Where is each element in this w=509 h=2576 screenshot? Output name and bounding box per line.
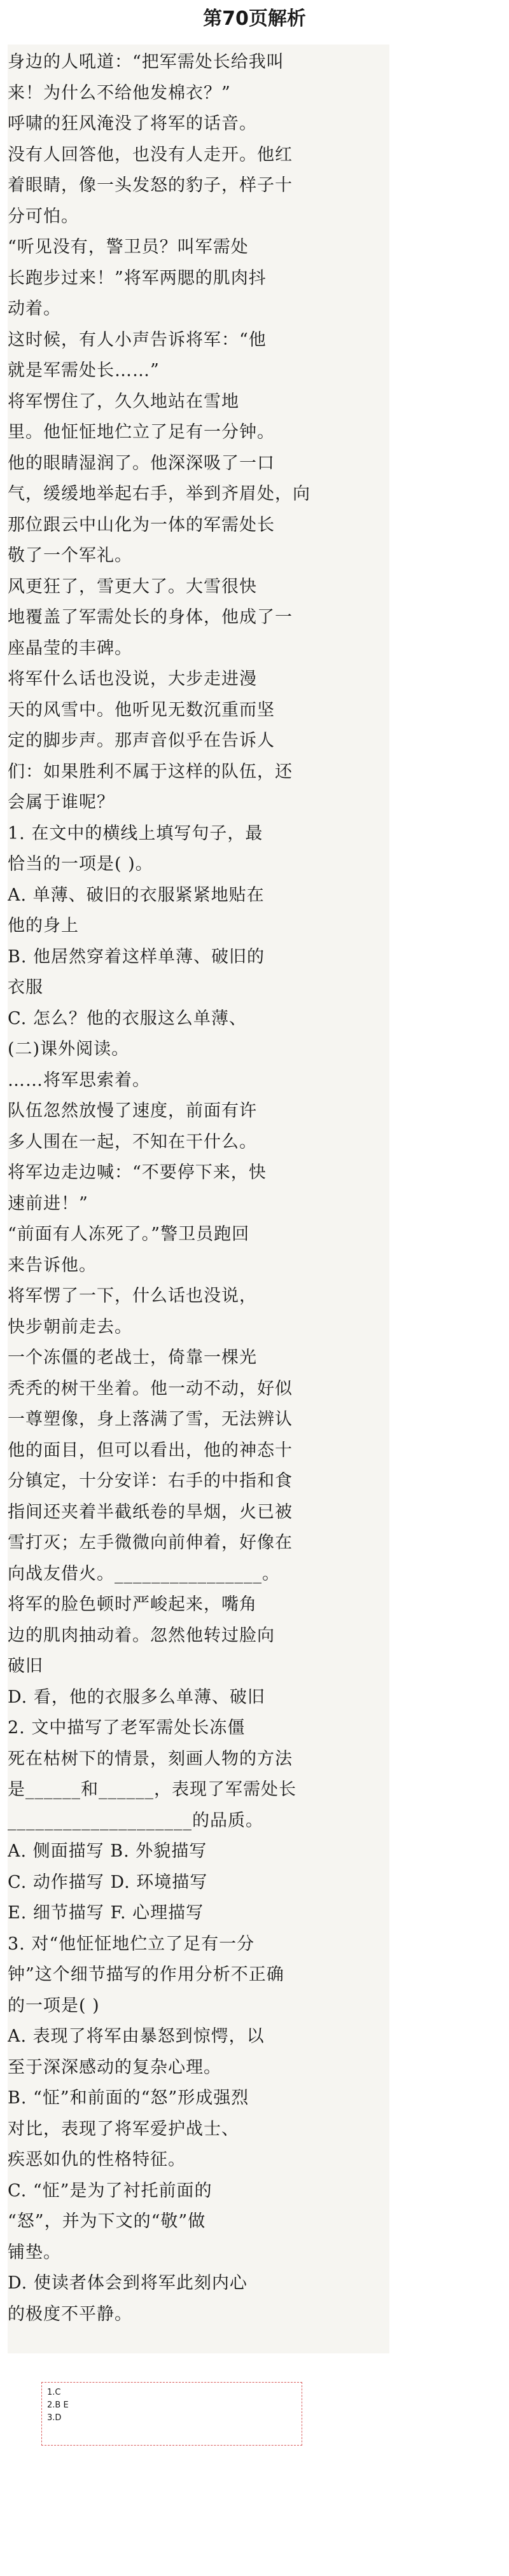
answer-2: 2.B E	[47, 2400, 69, 2410]
text-line: 一尊塑像，身上落满了雪，无法辨认	[8, 1409, 293, 1429]
text-line: C. 动作描写 D. 环境描写	[8, 1872, 208, 1892]
text-line: 就是军需处长……”	[8, 361, 160, 380]
text-line: 敬了一个军礼。	[8, 546, 132, 565]
text-line: 指间还夹着半截纸卷的旱烟，火已被	[8, 1502, 293, 1522]
text-line: 里。他怔怔地伫立了足有一分钟。	[8, 422, 275, 442]
text-line: 将军愣住了，久久地站在雪地	[8, 391, 239, 412]
text-line: 呼啸的狂风淹没了将军的话音。	[8, 114, 257, 134]
text-line: ……将军思索着。	[8, 1070, 150, 1090]
text-line: 那位跟云中山化为一体的军需处长	[8, 515, 275, 535]
answer-1: 1.C	[47, 2388, 61, 2397]
text-line: 他的面目，但可以看出，他的神态十	[8, 1440, 293, 1460]
text-line: 铺垫。	[8, 2242, 61, 2262]
text-line: 会属于谁呢？	[8, 793, 115, 812]
text-line: A. 侧面描写 B. 外貌描写	[8, 1841, 207, 1861]
text-line: B. 他居然穿着这样单薄、破旧的	[8, 946, 265, 967]
text-line: E. 细节描写 F. 心理描写	[8, 1903, 204, 1923]
text-line: 座晶莹的丰碑。	[8, 638, 132, 658]
text-line: 将军愣了一下，什么话也没说，	[8, 1286, 257, 1306]
text-line: 天的风雪中。他听见无数沉重而坚	[8, 700, 275, 720]
text-line: 的一项是( )	[8, 1995, 100, 2016]
scanned-textbook-page	[8, 45, 389, 2353]
text-line: 长跑步过来！”将军两腮的肌肉抖	[8, 268, 267, 288]
answer-box	[41, 2382, 302, 2446]
text-line: 动着。	[8, 299, 61, 319]
text-line: C. “怔”是为了衬托前面的	[8, 2180, 213, 2201]
text-line: 他的身上	[8, 916, 79, 936]
text-line: 地覆盖了军需处长的身体，他成了一	[8, 607, 293, 627]
text-line: 将军边走边喊：“不要停下来，快	[8, 1163, 267, 1182]
text-line: 恰当的一项是( )。	[8, 854, 153, 874]
text-line: D. 使读者体会到将军此刻内心	[8, 2273, 248, 2293]
text-line: 是______和______，表现了军需处长	[8, 1780, 296, 1799]
text-line: C. 怎么？他的衣服这么单薄、	[8, 1008, 247, 1028]
answer-3: 3.D	[47, 2413, 62, 2423]
text-line: 1. 在文中的横线上填写句子，最	[8, 823, 263, 843]
text-line: 这时候，有人小声告诉将军：“他	[8, 329, 267, 350]
text-line: ____________________的品质。	[8, 1810, 263, 1831]
text-line: 风更狂了，雪更大了。大雪很快	[8, 576, 257, 597]
text-line: 钟”这个细节描写的作用分析不正确	[8, 1965, 284, 1984]
text-line: 分镇定，十分安详：右手的中指和食	[8, 1471, 293, 1491]
text-line: 边的肌肉抽动着。忽然他转过脸向	[8, 1625, 275, 1645]
text-line: 将军的脸色顿时严峻起来，嘴角	[8, 1595, 257, 1614]
text-line: 着眼睛，像一头发怒的豹子，样子十	[8, 176, 293, 195]
text-line: 他的眼睛湿润了。他深深吸了一口	[8, 453, 275, 473]
text-line: 死在枯树下的情景，刻画人物的方法	[8, 1748, 293, 1769]
text-line: A. 表现了将军由暴怒到惊愕，以	[8, 2026, 265, 2046]
text-line: 速前进！”	[8, 1193, 88, 1214]
text-line: D. 看，他的衣服多么单薄、破旧	[8, 1687, 265, 1707]
text-line: 衣服	[8, 978, 43, 997]
text-line: 气，缓缓地举起右手，举到齐眉处，向	[8, 484, 310, 504]
text-line: 破旧	[8, 1656, 43, 1676]
text-line: 疾恶如仇的性格特征。	[8, 2150, 186, 2170]
text-line: 3. 对“他怔怔地伫立了足有一分	[8, 1934, 255, 1954]
text-line: “听见没有，警卫员？叫军需处	[8, 237, 249, 257]
text-line: 的极度不平静。	[8, 2304, 132, 2324]
text-line: 至于深深感动的复杂心理。	[8, 2057, 221, 2077]
text-line: “怒”，并为下文的“敬”做	[8, 2212, 206, 2231]
text-line: 雪打灭；左手微微向前伸着，好像在	[8, 1533, 293, 1553]
text-line: 一个冻僵的老战士，倚靠一棵光	[8, 1348, 257, 1368]
text-line: 身边的人吼道：“把军需处长给我叫	[8, 52, 284, 72]
text-line: 来！为什么不给他发棉衣？”	[8, 83, 231, 103]
text-line: 对比，表现了将军爱护战士、	[8, 2119, 239, 2139]
text-line: 快步朝前走去。	[8, 1317, 132, 1337]
text-line: 将军什么话也没说，大步走进漫	[8, 669, 257, 689]
text-line: 们：如果胜利不属于这样的队伍，还	[8, 761, 293, 782]
text-line: (二)课外阅读。	[8, 1039, 130, 1059]
text-line: 来告诉他。	[8, 1255, 97, 1275]
text-line: 2. 文中描写了老军需处长冻僵	[8, 1718, 246, 1738]
text-line: “前面有人冻死了。”警卫员跑回	[8, 1224, 250, 1244]
text-line: 秃秃的树干坐着。他一动不动，好似	[8, 1378, 293, 1399]
page-title: 第70页解析	[203, 8, 306, 30]
text-line: B. “怔”和前面的“怒”形成强烈	[8, 2088, 249, 2108]
text-line: A. 单薄、破旧的衣服紧紧地贴在	[8, 885, 265, 905]
text-line: 定的脚步声。那声音似乎在告诉人	[8, 731, 275, 751]
text-line: 多人围在一起，不知在干什么。	[8, 1132, 257, 1152]
text-line: 队伍忽然放慢了速度，前面有许	[8, 1101, 257, 1121]
text-line: 向战友借火。________________。	[8, 1563, 280, 1584]
text-line: 没有人回答他，也没有人走开。他红	[8, 144, 293, 165]
text-line: 分可怕。	[8, 206, 79, 226]
